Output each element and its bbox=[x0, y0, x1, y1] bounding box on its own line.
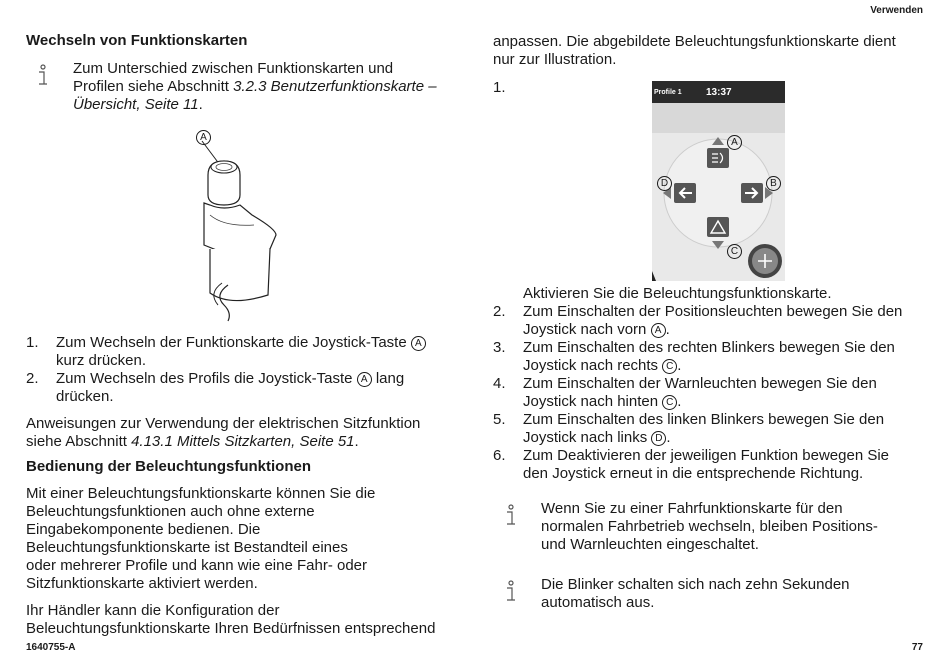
list-item: 6. Zum Deaktivieren der jeweiligen Funktion bewegen Sie den Joystick erneut in die entsprechende Richtung. bbox=[493, 447, 890, 482]
paragraph-lighting-card: Mit einer Beleuchtungsfunktionskarte können Sie die Beleuchtungsfunktionen auch ohne externe Eingabekomponente bedienen. Die Beleuchtungsfunktionskarte ist Bestandteil eines oder mehrerer Profile und kann wie eine Fahr- oder Sitzfunktionskarte aktiviert werden. bbox=[26, 485, 376, 592]
figure-step-number: 1. bbox=[493, 79, 506, 96]
list-item: 3. Zum Einschalten des rechten Blinkers bewegen Sie den Joystick nach rechts C . bbox=[493, 339, 895, 374]
screen-label-b: B bbox=[766, 174, 781, 192]
list-item: 1. Zum Wechseln der Funktionskarte die Joystick-Taste A kurz drücken. bbox=[26, 334, 438, 370]
note-lights-remain-on: Wenn Sie zu einer Fahrfunktionskarte für den normalen Fahrbetrieb wechseln, bleiben Positions- und Warnleuchten eingeschaltet. bbox=[541, 500, 878, 553]
list-item: 2. Zum Einschalten der Positionsleuchten bewegen Sie den Joystick nach vorn A . bbox=[493, 303, 903, 338]
page-number: 77 bbox=[911, 642, 923, 653]
list-item: 2. Zum Wechseln des Profils die Joystick-Taste A lang drücken. bbox=[26, 370, 405, 405]
direction-pad bbox=[652, 121, 785, 281]
doc-number: 1640755-A bbox=[26, 642, 76, 653]
steps-list-right bbox=[493, 285, 918, 483]
screen-label-a: A bbox=[727, 133, 742, 151]
screen-label-c: C bbox=[727, 242, 742, 260]
figure-label-a: A bbox=[196, 128, 211, 146]
list-item: 4. Zum Einschalten der Warnleuchten bewegen Sie den Joystick nach hinten C . bbox=[493, 375, 877, 410]
profile-name: Profile 1 bbox=[654, 89, 682, 96]
list-item: Aktivieren Sie die Beleuchtungsfunktionskarte. bbox=[523, 285, 832, 302]
heading-lighting-functions: Bedienung der Beleuchtungsfunktionen bbox=[26, 458, 312, 475]
info-icon bbox=[503, 504, 519, 528]
note-function-cards-profiles: Zum Unterschied zwischen Funktionskarten und Profilen siehe Abschnitt 3.2.3 Benutzerfunktionskarte – Übersicht, Seite 11. bbox=[73, 60, 437, 113]
steps-list-left bbox=[26, 334, 438, 406]
heading-change-function-cards: Wechseln von Funktionskarten bbox=[26, 32, 248, 49]
clock: 13:37 bbox=[706, 87, 732, 98]
list-item: 5. Zum Einschalten des linken Blinkers bewegen Sie den Joystick nach links D . bbox=[493, 411, 885, 446]
note-indicator-timeout: Die Blinker schalten sich nach zehn Sekunden automatisch aus. bbox=[541, 576, 850, 611]
crossref-link[interactable]: 3.2.3 Benutzerfunktionskarte – Übersicht, Seite 11 bbox=[73, 78, 437, 113]
paragraph-dealer-config: Ihr Händler kann die Konfiguration der Beleuchtungsfunktionskarte Ihren Bedürfnissen entsprechend bbox=[26, 602, 436, 637]
seat-function-reference: Anweisungen zur Verwendung der elektrischen Sitzfunktion siehe Abschnitt 4.13.1 Mittels Sitzkarten, Seite 51. bbox=[26, 415, 421, 450]
info-icon bbox=[35, 64, 51, 88]
joystick-illustration bbox=[180, 125, 290, 325]
screen-label-d: D bbox=[657, 174, 672, 192]
paragraph-continued: anpassen. Die abgebildete Beleuchtungsfunktionskarte dient nur zur Illustration. bbox=[493, 33, 896, 68]
crossref-link[interactable]: 4.13.1 Mittels Sitzkarten, Seite 51 bbox=[131, 433, 355, 450]
info-icon bbox=[503, 580, 519, 604]
running-header: Verwenden bbox=[870, 5, 923, 16]
